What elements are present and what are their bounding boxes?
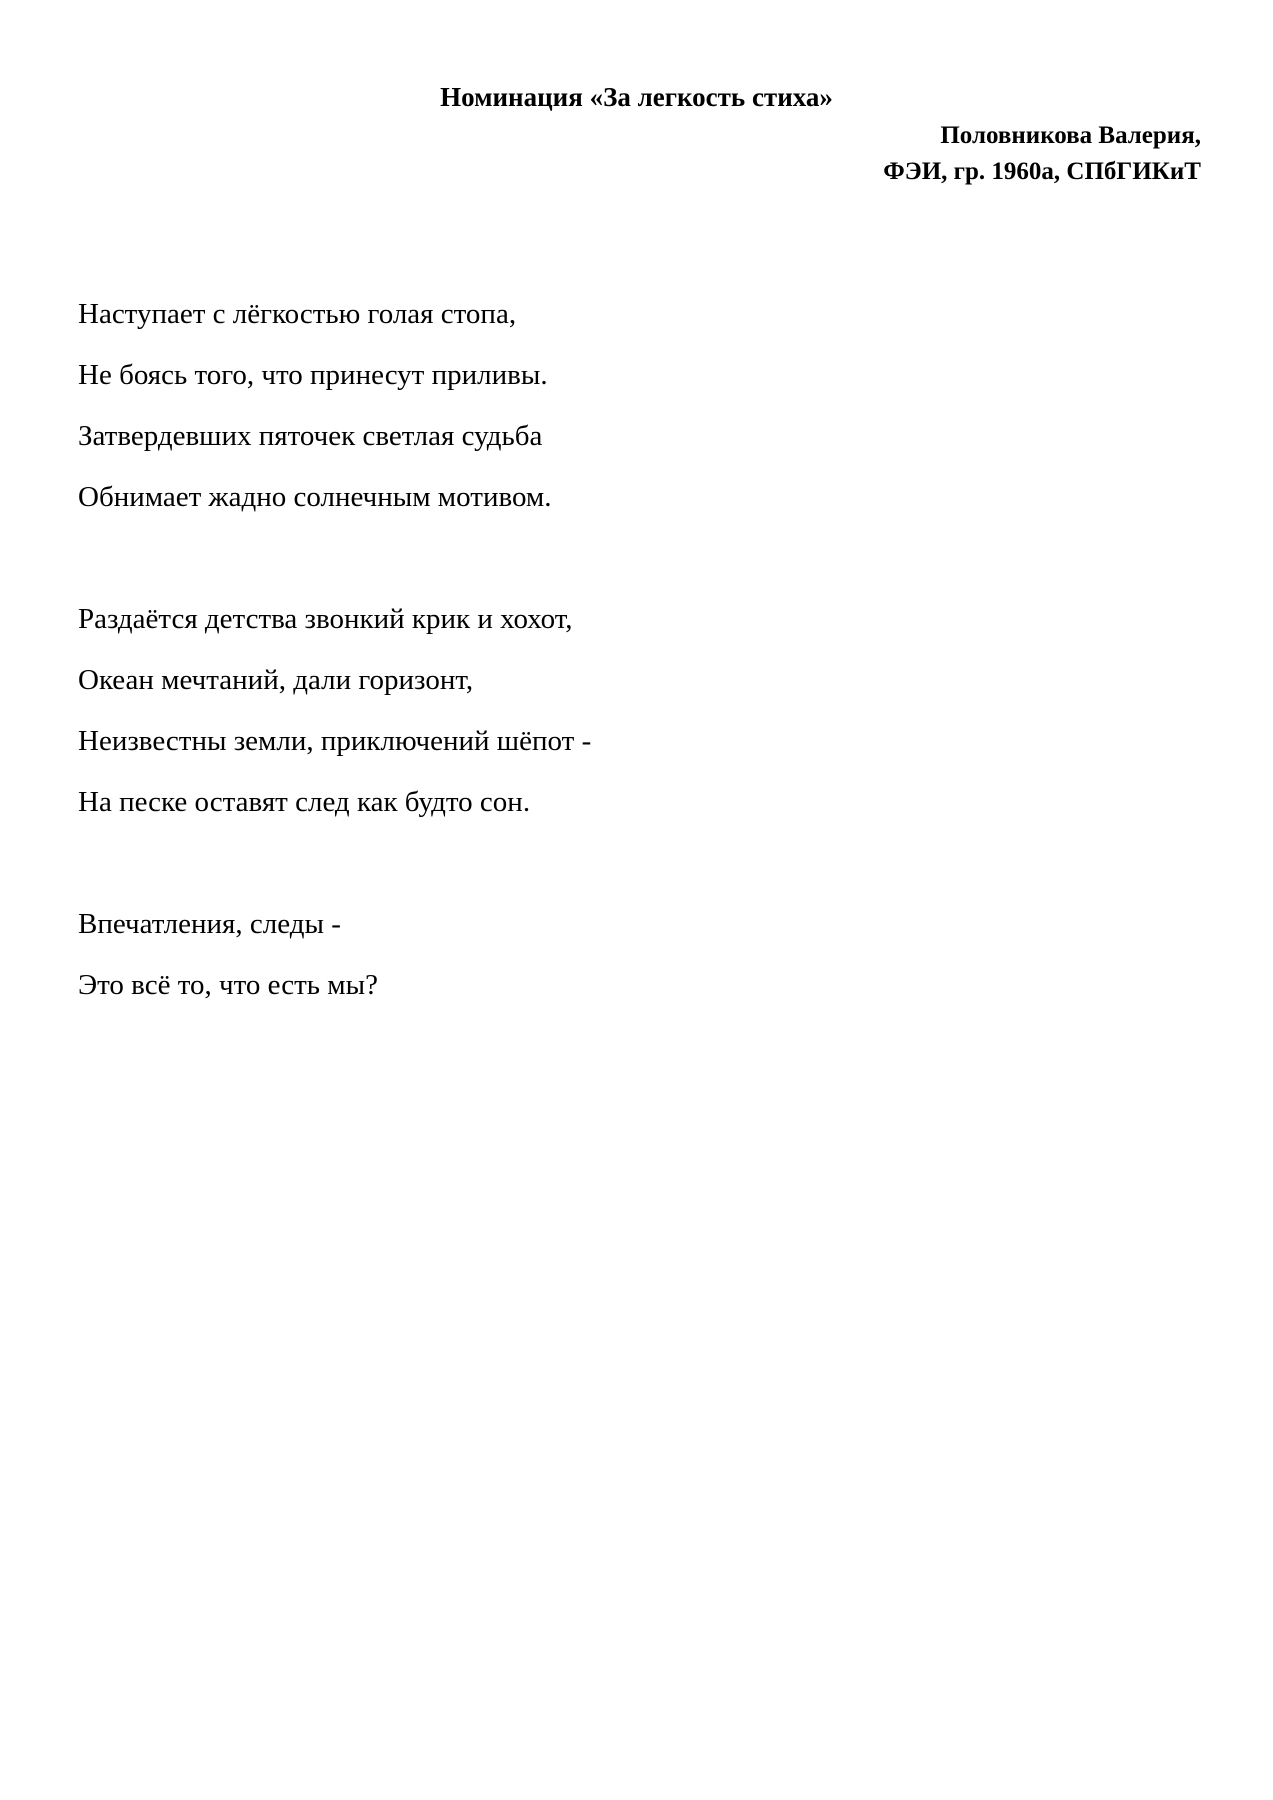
poem-line: Раздаётся детства звонкий крик и хохот,: [78, 603, 573, 635]
stanza-3: [78, 894, 1178, 1016]
poem-line: Неизвестны земли, приключений шёпот -: [78, 725, 592, 757]
stanza-2: [78, 589, 1178, 833]
stanza-1: [78, 284, 1178, 528]
poem-line: На песке оставят след как будто сон.: [78, 786, 531, 818]
poem-line: Затвердевших пяточек светлая судьба: [78, 420, 543, 452]
page-title: Номинация «За легкость стиха»: [440, 82, 833, 112]
author-block: [883, 118, 1201, 190]
poem-body: [78, 284, 1178, 1077]
poem-line: Наступает с лёгкостью голая стопа,: [78, 298, 517, 330]
poem-line: Обнимает жадно солнечным мотивом.: [78, 481, 552, 513]
poem-line: Впечатления, следы -: [78, 908, 341, 940]
poem-line: Океан мечтаний, дали горизонт,: [78, 664, 474, 696]
poem-line: Это всё то, что есть мы?: [78, 969, 378, 1001]
author-name: Половникова Валерия,: [940, 122, 1201, 149]
poem-line: Не боясь того, что принесут приливы.: [78, 359, 548, 391]
author-affiliation: ФЭИ, гр. 1960а, СПбГИКиТ: [883, 158, 1201, 185]
